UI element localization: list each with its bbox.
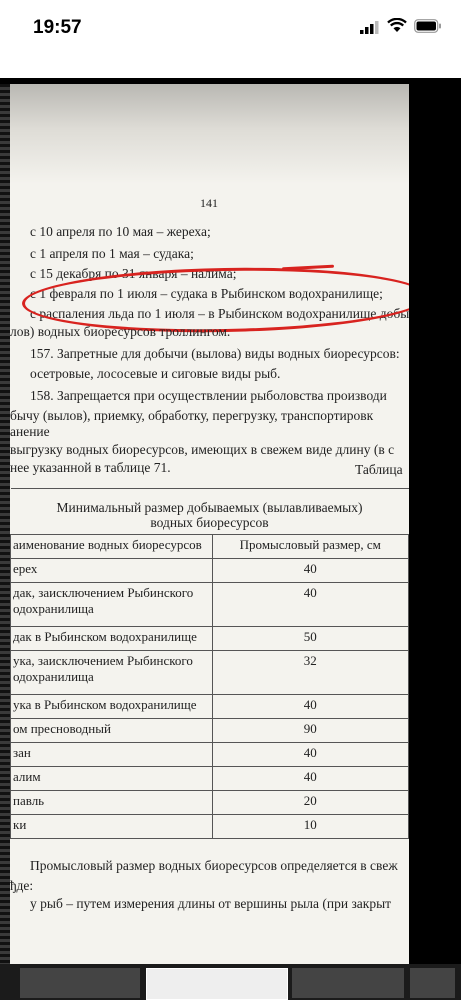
doc-line: ђде: bbox=[10, 878, 34, 893]
cellular-signal-icon bbox=[360, 21, 380, 34]
doc-line: анение bbox=[10, 424, 50, 439]
table-row: ом пресноводный 90 bbox=[11, 719, 409, 743]
doc-line: с 1 апреля по 1 мая – судака; bbox=[30, 246, 194, 261]
table-caption: Минимальный размер добываемых (вылавливаемых) bbox=[56, 500, 363, 515]
table-caption: водных биоресурсов bbox=[150, 515, 269, 530]
table-row: дак в Рыбинском водохранилище 50 bbox=[11, 627, 409, 651]
doc-line: с 10 апреля по 10 мая – жереха; bbox=[30, 224, 211, 239]
table-label: Таблица bbox=[355, 462, 403, 477]
page-thumbnail[interactable] bbox=[292, 968, 404, 998]
table-row: павль 20 bbox=[11, 791, 409, 815]
size-table bbox=[10, 488, 409, 839]
table-header-cell: Промысловый размер, см bbox=[212, 535, 408, 559]
status-time: 19:57 bbox=[33, 17, 82, 38]
address-bar[interactable] bbox=[0, 44, 461, 78]
table-row: алим 40 bbox=[11, 767, 409, 791]
table-row: ерех 40 bbox=[11, 559, 409, 583]
viewer-right-frame bbox=[409, 84, 461, 964]
doc-line: осетровые, лососевые и сиговые виды рыб. bbox=[30, 366, 281, 381]
status-bar bbox=[0, 0, 461, 44]
doc-line: 158. Запрещается при осуществлении рыболовства производи bbox=[30, 388, 387, 403]
table-row: ука, заисключением Рыбинского одохранилища 32 bbox=[11, 651, 409, 695]
page-number: 141 bbox=[200, 196, 218, 210]
doc-line: бычу (вылов), приемку, обработку, перегрузку, транспортировк bbox=[10, 408, 374, 423]
document-page bbox=[10, 84, 409, 964]
doc-line-highlighted: с 1 февраля по 1 июля – судака в Рыбинском водохранилище; bbox=[30, 286, 383, 301]
table-header-cell: аименование водных биоресурсов bbox=[11, 535, 213, 559]
wifi-icon bbox=[387, 18, 407, 33]
doc-line: нее указанной в таблице 71. bbox=[10, 460, 171, 475]
doc-line: Промысловый размер водных биоресурсов определяется в свеж bbox=[30, 858, 398, 873]
viewer-edge bbox=[0, 84, 10, 964]
page-thumbnail[interactable] bbox=[20, 968, 140, 998]
table-row: ука в Рыбинском водохранилище 40 bbox=[11, 695, 409, 719]
doc-line: у рыб – путем измерения длины от вершины рыла (при закрыт bbox=[30, 896, 392, 911]
doc-line: 157. Запретные для добычи (вылова) виды водных биоресурсов: bbox=[30, 346, 400, 361]
page-thumbnail[interactable] bbox=[410, 968, 455, 998]
doc-line: лов) водных биоресурсов троллингом. bbox=[10, 324, 231, 339]
page-top-shadow bbox=[10, 84, 409, 184]
table-row: зан 40 bbox=[11, 743, 409, 767]
doc-line: с распаления льда по 1 июля – в Рыбинском водохранилище добы bbox=[30, 306, 409, 321]
table-row: ки 10 bbox=[11, 815, 409, 839]
doc-line: с 15 декабря по 31 января – налима; bbox=[30, 266, 237, 281]
doc-line: выгрузку водных биоресурсов, имеющих в свежем виде длину (в с bbox=[10, 442, 395, 457]
battery-icon bbox=[414, 19, 442, 33]
table-row: дак, заисключением Рыбинского одохранилища 40 bbox=[11, 583, 409, 627]
page-thumbnail-selected[interactable] bbox=[146, 968, 288, 1000]
